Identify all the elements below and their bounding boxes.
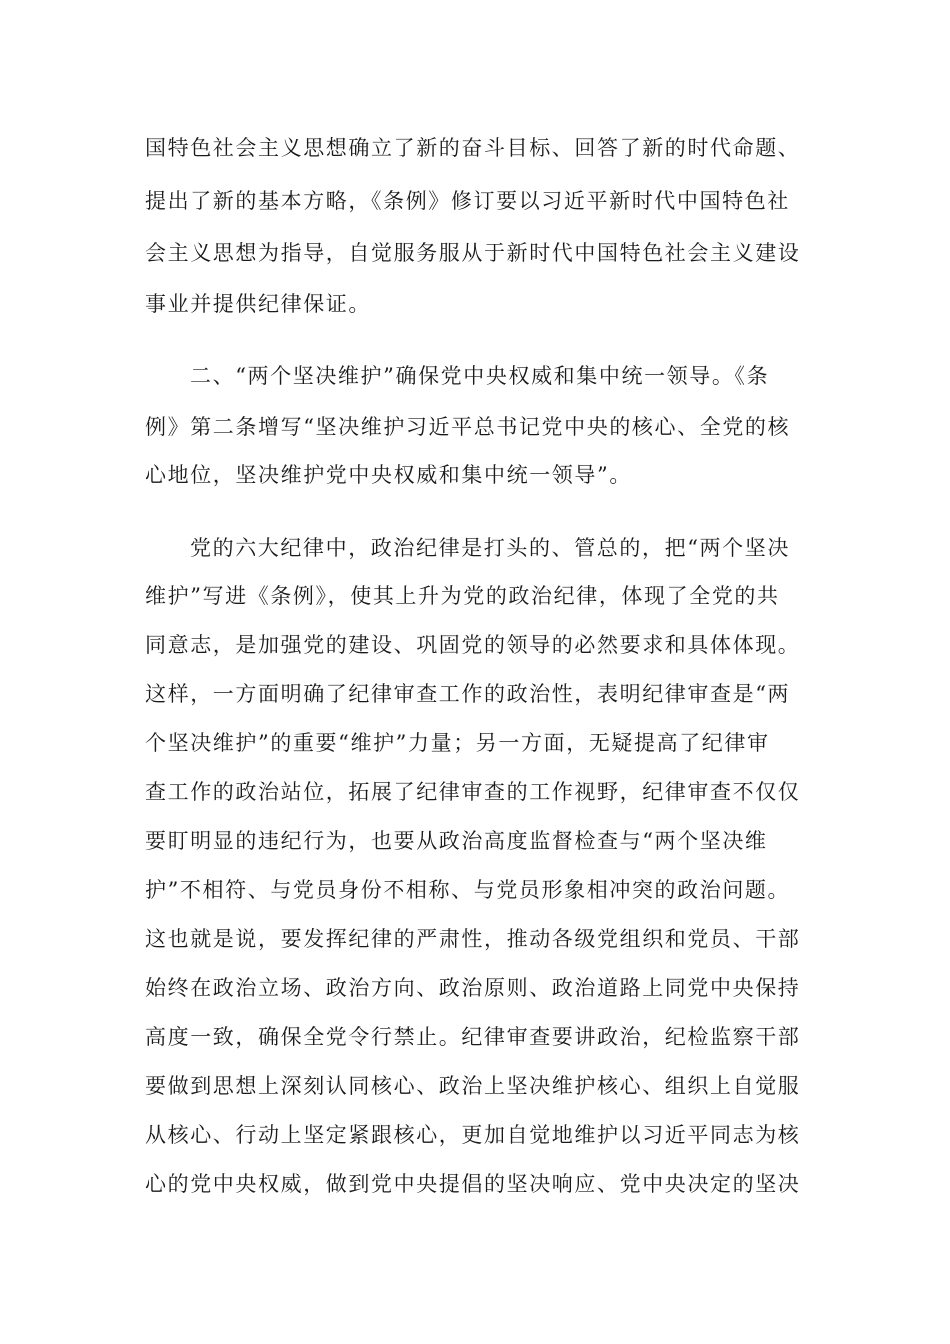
section-heading-line-3: 心地位，坚决维护党中央权威和集中统一领导”。 — [145, 463, 632, 487]
paragraph-3-line-4: 这样，一方面明确了纪律审查工作的政治性，表明纪律审查是“两 — [145, 682, 791, 706]
paragraph-3-line-9: 这也就是说，要发挥纪律的严肃性，推动各级党组织和党员、干部 — [145, 927, 801, 951]
paragraph-3-line-11: 高度一致，确保全党令行禁止。纪律审查要讲政治，纪检监察干部 — [145, 1025, 801, 1049]
paragraph-3-line-12: 要做到思想上深刻认同核心、政治上坚决维护核心、组织上自觉服 — [145, 1074, 801, 1098]
section-heading-line-2: 例》第二条增写“坚决维护习近平总书记党中央的核心、全党的核 — [145, 415, 791, 439]
paragraph-3-line-13: 从核心、行动上坚定紧跟核心，更加自觉地维护以习近平同志为核 — [145, 1123, 801, 1147]
paragraph-1-line-4: 事业并提供纪律保证。 — [145, 292, 371, 316]
paragraph-1-line-1: 国特色社会主义思想确立了新的奋斗目标、回答了新的时代命题、 — [145, 136, 801, 160]
paragraph-3-line-1: 党的六大纪律中，政治纪律是打头的、管总的，把“两个坚决 — [190, 536, 790, 560]
paragraph-3-line-6: 查工作的政治站位，拓展了纪律审查的工作视野，纪律审查不仅仅 — [145, 780, 801, 804]
paragraph-3-line-3: 同意志，是加强党的建设、巩固党的领导的必然要求和具体体现。 — [145, 633, 801, 657]
section-heading-line-1: 二、“两个坚决维护”确保党中央权威和集中统一领导。《条 — [190, 364, 770, 388]
paragraph-1-line-3: 会主义思想为指导，自觉服务服从于新时代中国特色社会主义建设 — [145, 241, 801, 265]
paragraph-1-line-2: 提出了新的基本方略，《条例》修订要以习近平新时代中国特色社 — [145, 189, 790, 213]
paragraph-3-line-8: 护”不相符、与党员身份不相称、与党员形象相冲突的政治问题。 — [145, 878, 791, 902]
paragraph-3-line-10: 始终在政治立场、政治方向、政治原则、政治道路上同党中央保持 — [145, 976, 801, 1000]
paragraph-3-line-7: 要盯明显的违纪行为，也要从政治高度监督检查与“两个坚决维 — [145, 829, 768, 853]
paragraph-3-line-14: 心的党中央权威，做到党中央提倡的坚决响应、党中央决定的坚决 — [145, 1172, 801, 1196]
paragraph-3-line-2: 维护”写进《条例》，使其上升为党的政治纪律，体现了全党的共 — [145, 584, 780, 608]
paragraph-3-line-5: 个坚决维护”的重要“维护”力量；另一方面，无疑提高了纪律审 — [145, 731, 770, 755]
